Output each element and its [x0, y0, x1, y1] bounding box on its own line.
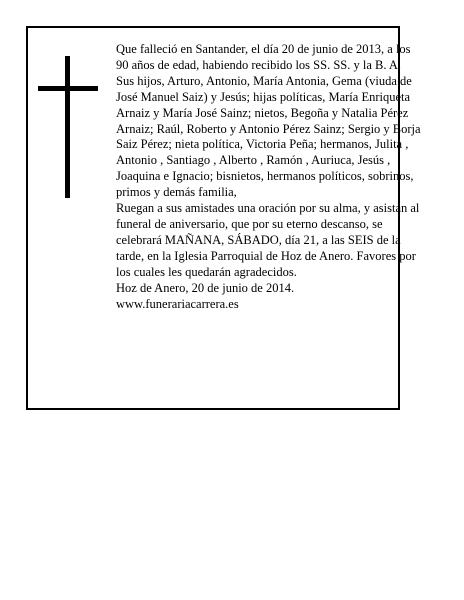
cross-horizontal-bar	[38, 86, 98, 91]
cross-vertical-bar	[65, 56, 70, 198]
cross-icon	[38, 56, 98, 198]
notice-family: Sus hijos, Arturo, Antonio, María Antonia, Gema (viuda de José Manuel Saiz) y Jesús; hijas políticas, María Enriqueta Arnaiz y María José Sainz; nietos, Begoña y Natalia Pérez Arnaiz; Raúl, Roberto y Antonio Pérez Sainz; Sergio y Borja Saiz Pérez; nieta política, Victoria Peña; hermanos, Julita , Antonio , Santiago , Alberto , Ramón , Auriuca, Jesús , Joaquina e Ignacio; bisnietos, hermanos políticos, sobrinos, primos y demás familia,	[116, 73, 421, 200]
notice-request: Ruegan a sus amistades una oración por su alma, y asistan al funeral de aniversario, que por su eterno descanso, se celebrará MAÑANA, SÁBADO, día 21, a las SEIS de la tarde, en la Iglesia Parroquial de Hoz de Anero. Favores por los cuales les quedarán agradecidos.	[116, 201, 420, 279]
notice-text	[116, 42, 426, 312]
notice-website: www.funerariacarrera.es	[116, 296, 239, 311]
notice-place-date: Hoz de Anero, 20 de junio de 2014.	[116, 280, 295, 295]
notice-intro: Que falleció en Santander, el día 20 de junio de 2013, a los 90 años de edad, habiendo recibido los SS. SS. y la B. A.	[116, 42, 411, 72]
obituary-notice	[26, 26, 421, 410]
